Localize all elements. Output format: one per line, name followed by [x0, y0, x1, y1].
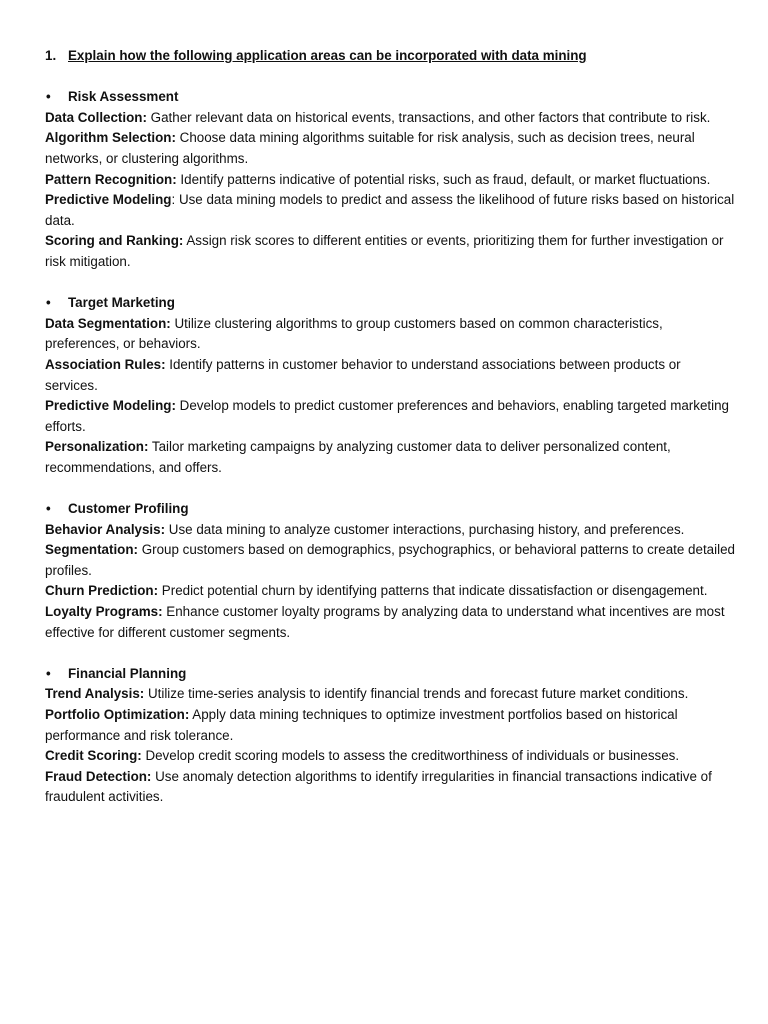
item-term: Credit Scoring: — [45, 748, 142, 764]
list-item — [45, 540, 735, 581]
item-description: Choose data mining algorithms suitable for risk analysis, such as decision trees, neural networks, or clustering algorithms. — [45, 130, 695, 166]
item-term: Trend Analysis: — [45, 686, 145, 702]
item-description: Tailor marketing campaigns by analyzing customer data to deliver personalized content, recommendations, and offers. — [45, 439, 671, 475]
item-term: Portfolio Optimization: — [45, 707, 190, 722]
list-item — [45, 746, 735, 767]
section-title: Customer Profiling — [68, 501, 189, 517]
item-description: Identify patterns indicative of potential risks, such as fraud, default, or market fluctuations. — [176, 171, 711, 187]
list-item — [45, 355, 735, 396]
section-target-marketing — [45, 293, 735, 478]
question-number: 1. — [45, 48, 57, 63]
item-term: Fraud Detection: — [45, 768, 152, 784]
list-item — [45, 705, 735, 746]
item-term: Loyalty Programs: — [45, 604, 163, 620]
item-description: Enhance customer loyalty programs by analyzing data to understand what incentives are most effective for different customer segments. — [45, 604, 725, 640]
item-description: Use anomaly detection algorithms to identify irregularities in financial transactions indicative of fraudulent activities. — [45, 768, 712, 805]
section-heading — [45, 293, 735, 314]
item-term: Behavior Analysis: — [45, 521, 166, 537]
list-item — [45, 128, 735, 169]
section-title: Target Marketing — [68, 295, 175, 311]
item-term: Predictive Modeling: — [45, 398, 176, 414]
bullet-icon: • — [46, 665, 51, 681]
item-term: Association Rules: — [45, 356, 166, 372]
item-term: Data Collection: — [45, 109, 147, 125]
list-item — [45, 767, 735, 808]
section-customer-profiling — [45, 499, 735, 643]
list-item — [45, 581, 735, 602]
list-item — [45, 520, 735, 541]
list-item — [45, 190, 735, 231]
item-description: Develop credit scoring models to assess the creditworthiness of individuals or businesses. — [141, 748, 680, 764]
item-term: Algorithm Selection: — [45, 130, 176, 146]
item-term: Data Segmentation: — [45, 315, 171, 331]
bullet-icon: • — [46, 295, 51, 311]
item-description: Predict potential churn by identifying patterns that indicate dissatisfaction or disengagement. — [158, 583, 708, 599]
document-page — [45, 46, 735, 808]
question-text: Explain how the following application areas can be incorporated with data mining — [68, 48, 587, 63]
item-description: Gather relevant data on historical events, transactions, and other factors that contribute to risk. — [146, 109, 711, 125]
list-item — [45, 231, 735, 272]
item-description: Identify patterns in customer behavior to understand associations between products or services. — [45, 356, 681, 393]
section-title: Financial Planning — [68, 665, 187, 681]
list-item — [45, 684, 735, 705]
section-heading — [45, 499, 735, 520]
list-item — [45, 396, 735, 437]
list-item — [45, 314, 735, 355]
list-item — [45, 170, 735, 191]
section-title: Risk Assessment — [68, 89, 179, 105]
list-item — [45, 108, 735, 129]
item-description: : Use data mining models to predict and assess the likelihood of future risks based on historical data. — [45, 192, 735, 228]
item-description: Group customers based on demographics, psychographics, or behavioral patterns to create detailed profiles. — [45, 542, 735, 578]
list-item — [45, 602, 735, 643]
item-description: Develop models to predict customer preferences and behaviors, enabling targeted marketing efforts. — [45, 398, 729, 434]
section-heading — [45, 87, 735, 108]
question-heading — [45, 46, 735, 67]
section-heading — [45, 664, 735, 685]
item-description: Utilize time-series analysis to identify financial trends and forecast future market conditions. — [144, 686, 689, 702]
bullet-icon: • — [46, 89, 51, 105]
list-item — [45, 437, 735, 478]
item-term: Churn Prediction: — [45, 583, 159, 599]
item-term: Predictive Modeling — [45, 192, 172, 208]
section-risk-assessment — [45, 87, 735, 272]
item-description: Apply data mining techniques to optimize investment portfolios based on historical performance and risk tolerance. — [45, 707, 678, 743]
item-description: Use data mining to analyze customer interactions, purchasing history, and preferences. — [165, 521, 685, 537]
bullet-icon: • — [46, 501, 51, 517]
item-term: Pattern Recognition: — [45, 171, 177, 187]
item-term: Scoring and Ranking: — [45, 233, 184, 249]
item-description: Assign risk scores to different entities or events, prioritizing them for further investigation or risk mitigation. — [45, 233, 724, 269]
item-term: Personalization: — [45, 439, 149, 455]
section-financial-planning — [45, 664, 735, 808]
item-term: Segmentation: — [45, 542, 138, 558]
item-description: Utilize clustering algorithms to group customers based on common characteristics, preferences, or behaviors. — [45, 315, 663, 352]
